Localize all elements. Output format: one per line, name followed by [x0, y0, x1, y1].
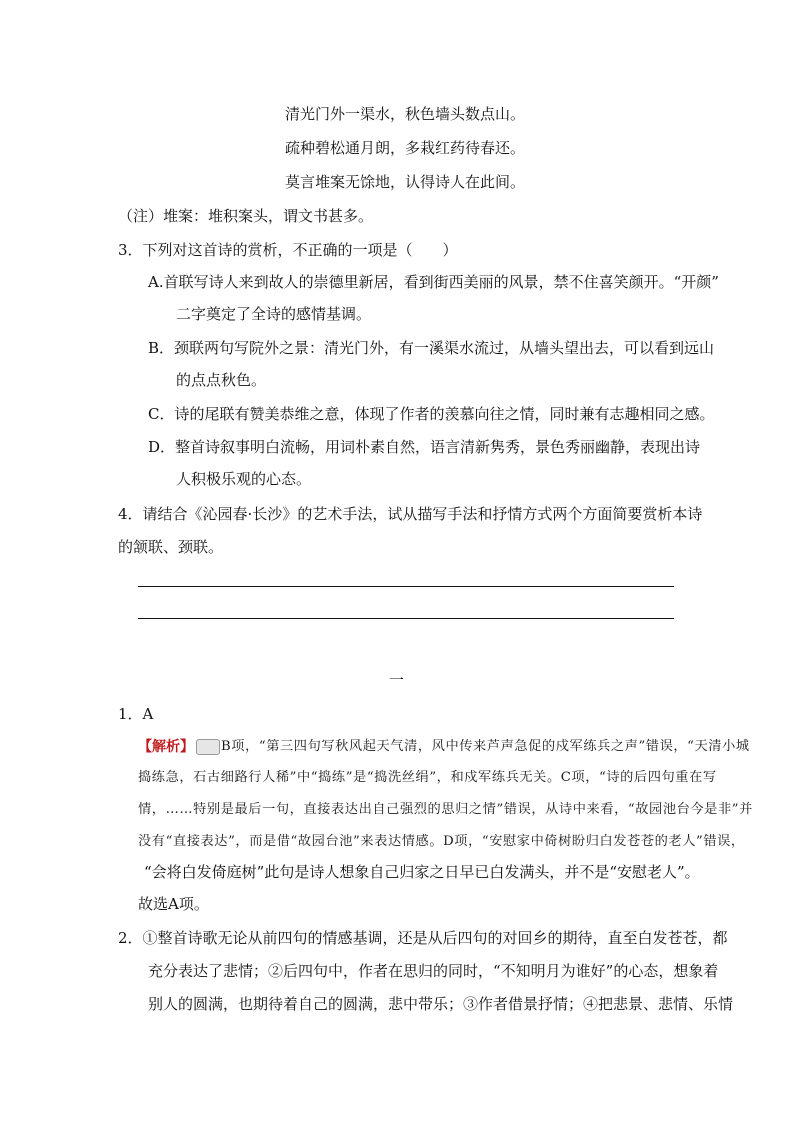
poem-note: （注）堆案：堆积案头，谓文书甚多。: [118, 207, 374, 225]
answer-line-1[interactable]: [138, 586, 674, 587]
answer-2-line-2: 充分表达了悲情；②后四句中，作者在思归的同时，“不知明月为谁好”的心态，想象着: [148, 962, 719, 980]
note-stamp-icon: [196, 739, 220, 755]
option-b-line-2: 的点点秋色。: [176, 371, 267, 389]
poem-line-3: 莫言堆案无馀地，认得诗人在此间。: [285, 173, 526, 191]
analysis-text-3: 情，……特别是最后一句，直接表达出自己强烈的思归之情”错误，从诗中来看，“故园池台今是非”并: [138, 802, 753, 817]
analysis-text-2: 捣练急，石古细路行人稀”中“捣练”是“捣洗丝绢”，和戍军练兵无关。C项，“诗的后四句重在写: [138, 770, 717, 785]
option-a-line-1: A.首联写诗人来到故人的崇德里新居，看到街西美丽的风景，禁不住喜笑颜开。“开颜”: [148, 273, 719, 291]
answer-2-line-1: 2．①整首诗歌无论从前四句的情感基调，还是从后四句的对回乡的期待，直至白发苍苍，都: [118, 929, 728, 947]
analysis-text-4: 没有“直接表达”，而是借“故园台池”来表达情感。D项，“安慰家中倚树盼归白发苍苍的老人”错误，: [138, 834, 745, 849]
analysis-text-5: “会将白发倚庭树”此句是诗人想象自己归家之日早已白发满头，并不是“安慰老人”。: [144, 863, 700, 881]
option-a-line-2: 二字奠定了全诗的感情基调。: [176, 305, 372, 323]
analysis-tag: 【解析】: [138, 739, 194, 755]
poem-line-1: 清光门外一渠水，秋色墙头数点山。: [285, 105, 526, 123]
option-d-line-2: 人积极乐观的心态。: [176, 470, 312, 488]
poem-line-2: 疏种碧松通月朗，多栽红药待春还。: [285, 139, 526, 157]
analysis-text-1: B项，“第三四句写秋风起天气清，风中传来芦声急促的戍军练兵之声”错误，“天清小城: [221, 739, 750, 754]
analysis-conclusion: 故选A项。: [138, 895, 209, 913]
option-b-line-1: B．颈联两句写院外之景：清光门外，有一溪渠水流过，从墙头望出去，可以看到远山: [148, 339, 715, 357]
option-d-line-1: D．整首诗叙事明白流畅，用词朴素自然，语言清新隽秀，景色秀丽幽静，表现出诗: [148, 438, 701, 456]
analysis-line-1: [138, 736, 194, 757]
answer-line-2[interactable]: [138, 618, 674, 619]
question-4-line-2: 的颔联、颈联。: [118, 538, 224, 556]
section-mark: 一: [389, 671, 405, 689]
option-c-line-1: C．诗的尾联有赞美恭维之意，体现了作者的羡慕向往之情，同时兼有志趣相同之感。: [148, 405, 715, 423]
answer-2-line-3: 别人的圆满，也期待着自己的圆满，悲中带乐；③作者借景抒情；④把悲景、悲情、乐情: [148, 995, 734, 1013]
question-4-line-1: 4．请结合《沁园春·长沙》的艺术手法，试从描写手法和抒情方式两个方面简要赏析本诗: [118, 505, 703, 523]
question-3-stem: 3．下列对这首诗的赏析，不正确的一项是（ ）: [118, 241, 458, 259]
answer-1: 1．A: [118, 705, 154, 723]
